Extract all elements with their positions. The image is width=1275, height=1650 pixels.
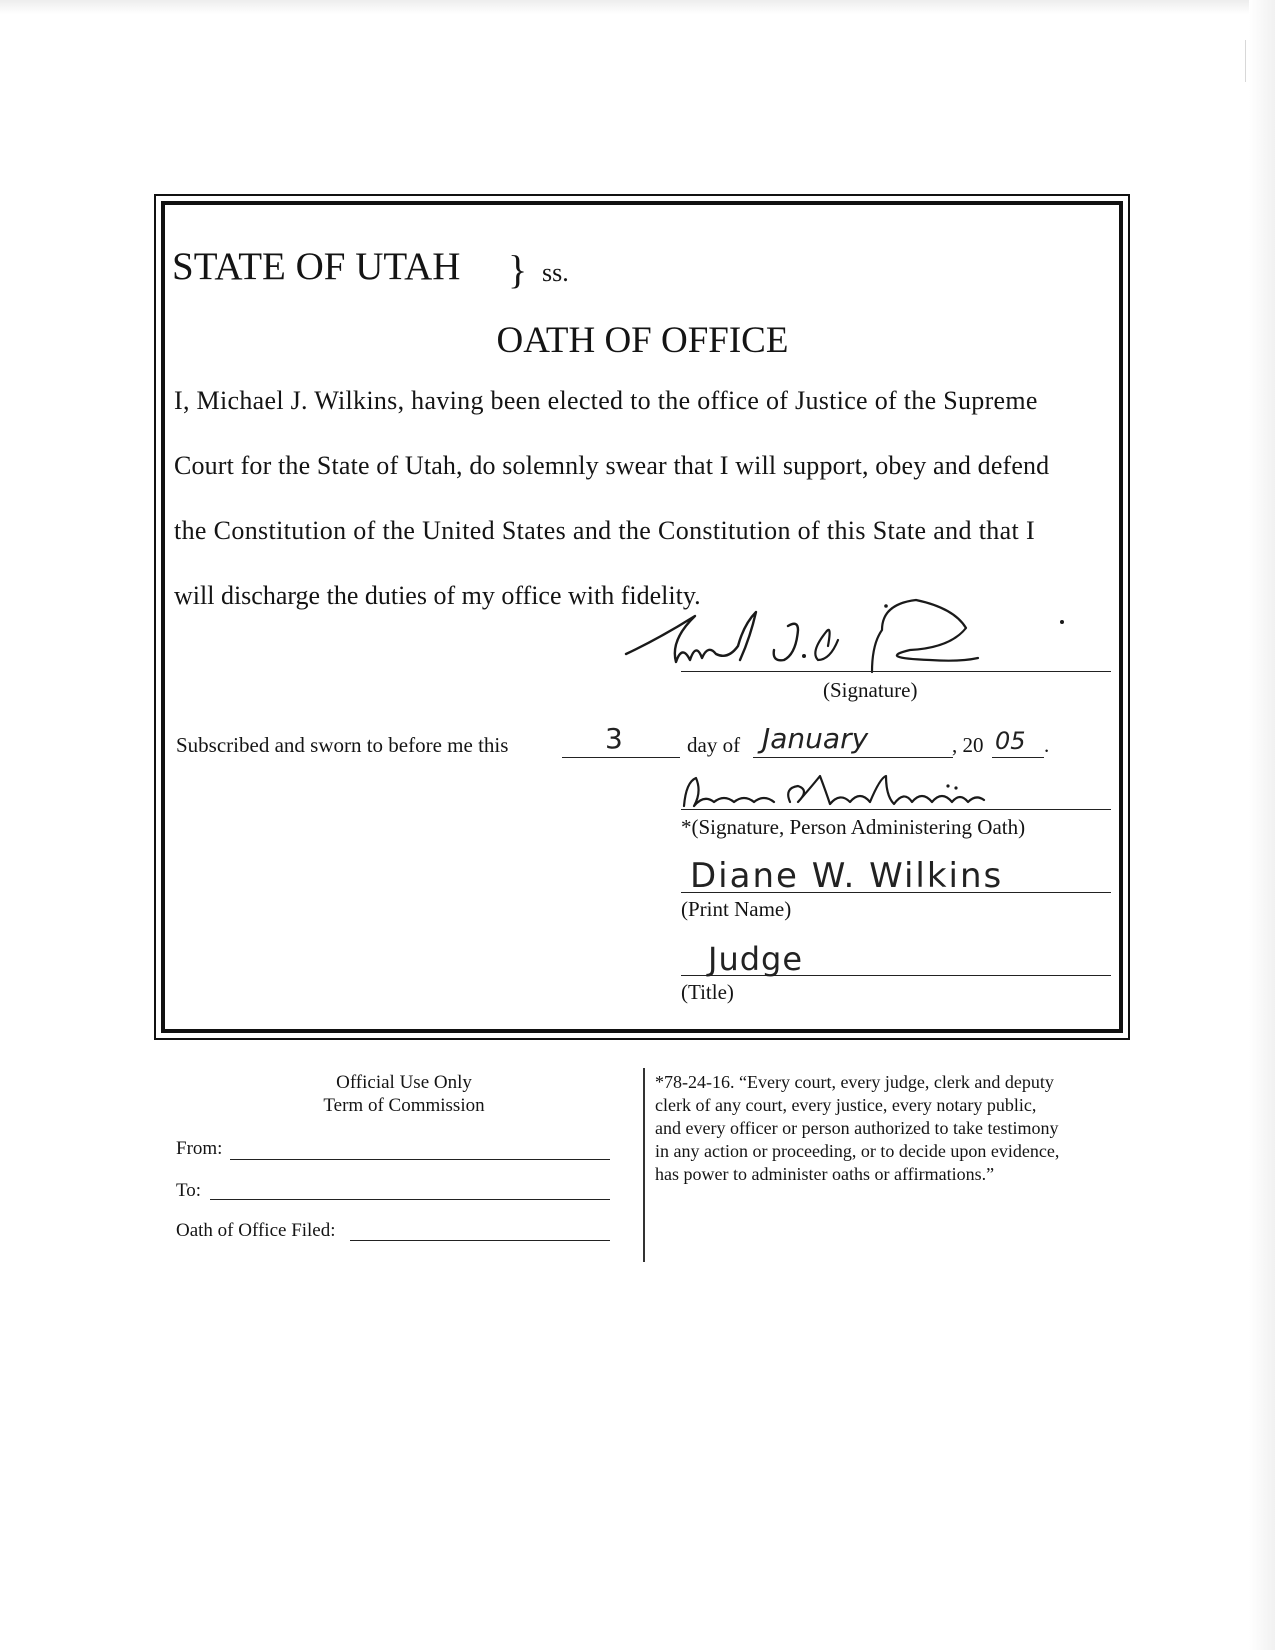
to-label: To:: [176, 1180, 202, 1201]
from-label: From:: [176, 1138, 223, 1159]
title-line: [681, 975, 1111, 976]
print-name-caption: (Print Name): [681, 897, 792, 921]
brace-glyph: }: [508, 247, 528, 292]
oath-body-line-1: I, Michael J. Wilkins, having been elected to the office of Justice of the Supreme: [174, 386, 1038, 415]
from-field-line[interactable]: [230, 1159, 610, 1160]
oath-body-line-2: Court for the State of Utah, do solemnly swear that I will support, obey and defend: [174, 451, 1050, 480]
statute-line-5: has power to administer oaths or affirmations.”: [655, 1164, 995, 1184]
official-use-heading: Official Use Only: [336, 1072, 472, 1093]
sworn-month-value: January: [762, 722, 869, 755]
oath-body-line-4: will discharge the duties of my office with fidelity.: [174, 581, 701, 610]
sworn-statement-label: Subscribed and sworn to before me this: [176, 733, 509, 757]
administrator-signature: [680, 772, 1000, 812]
oath-filed-field-line[interactable]: [350, 1240, 610, 1241]
sworn-year-value: 05: [995, 727, 1026, 755]
oath-filed-label: Oath of Office Filed:: [176, 1220, 336, 1241]
signature-line: [681, 671, 1111, 672]
statute-line-3: and every officer or person authorized to take testimony: [655, 1118, 1059, 1138]
title-value: Judge: [708, 940, 804, 978]
administrator-signature-caption: *(Signature, Person Administering Oath): [681, 815, 1026, 839]
term-of-commission-heading: Term of Commission: [323, 1095, 485, 1116]
ss-abbreviation: ss.: [542, 258, 569, 287]
print-name-line: [681, 892, 1111, 893]
scan-top-edge: [0, 0, 1275, 14]
year-prefix: , 20: [952, 733, 984, 757]
statute-line-1: *78-24-16. “Every court, every judge, clerk and deputy: [655, 1072, 1054, 1092]
day-of-label: day of: [687, 733, 741, 757]
title-caption: (Title): [681, 980, 734, 1004]
statute-line-4: in any action or proceeding, or to decide upon evidence,: [655, 1141, 1060, 1161]
oath-title: OATH OF OFFICE: [496, 320, 789, 361]
sworn-end-period: .: [1044, 733, 1050, 757]
print-name-value: Diane W. Wilkins: [690, 856, 1004, 896]
scan-right-edge: [1249, 0, 1275, 1650]
to-field-line[interactable]: [210, 1199, 610, 1200]
oath-body-line-3: the Constitution of the United States and the Constitution of this State and that I: [174, 516, 1035, 545]
footer-column-divider: [643, 1068, 645, 1262]
sworn-day-value: 3: [605, 722, 623, 755]
state-heading: STATE OF UTAH: [172, 245, 461, 288]
year-line: [992, 757, 1044, 758]
month-line: [753, 757, 953, 758]
day-line: [562, 757, 680, 758]
signature-caption: (Signature): [823, 678, 918, 702]
statute-line-2: clerk of any court, every justice, every notary public,: [655, 1095, 1037, 1115]
scan-edge-mark: [1245, 40, 1246, 82]
administrator-signature-line: [681, 809, 1111, 810]
